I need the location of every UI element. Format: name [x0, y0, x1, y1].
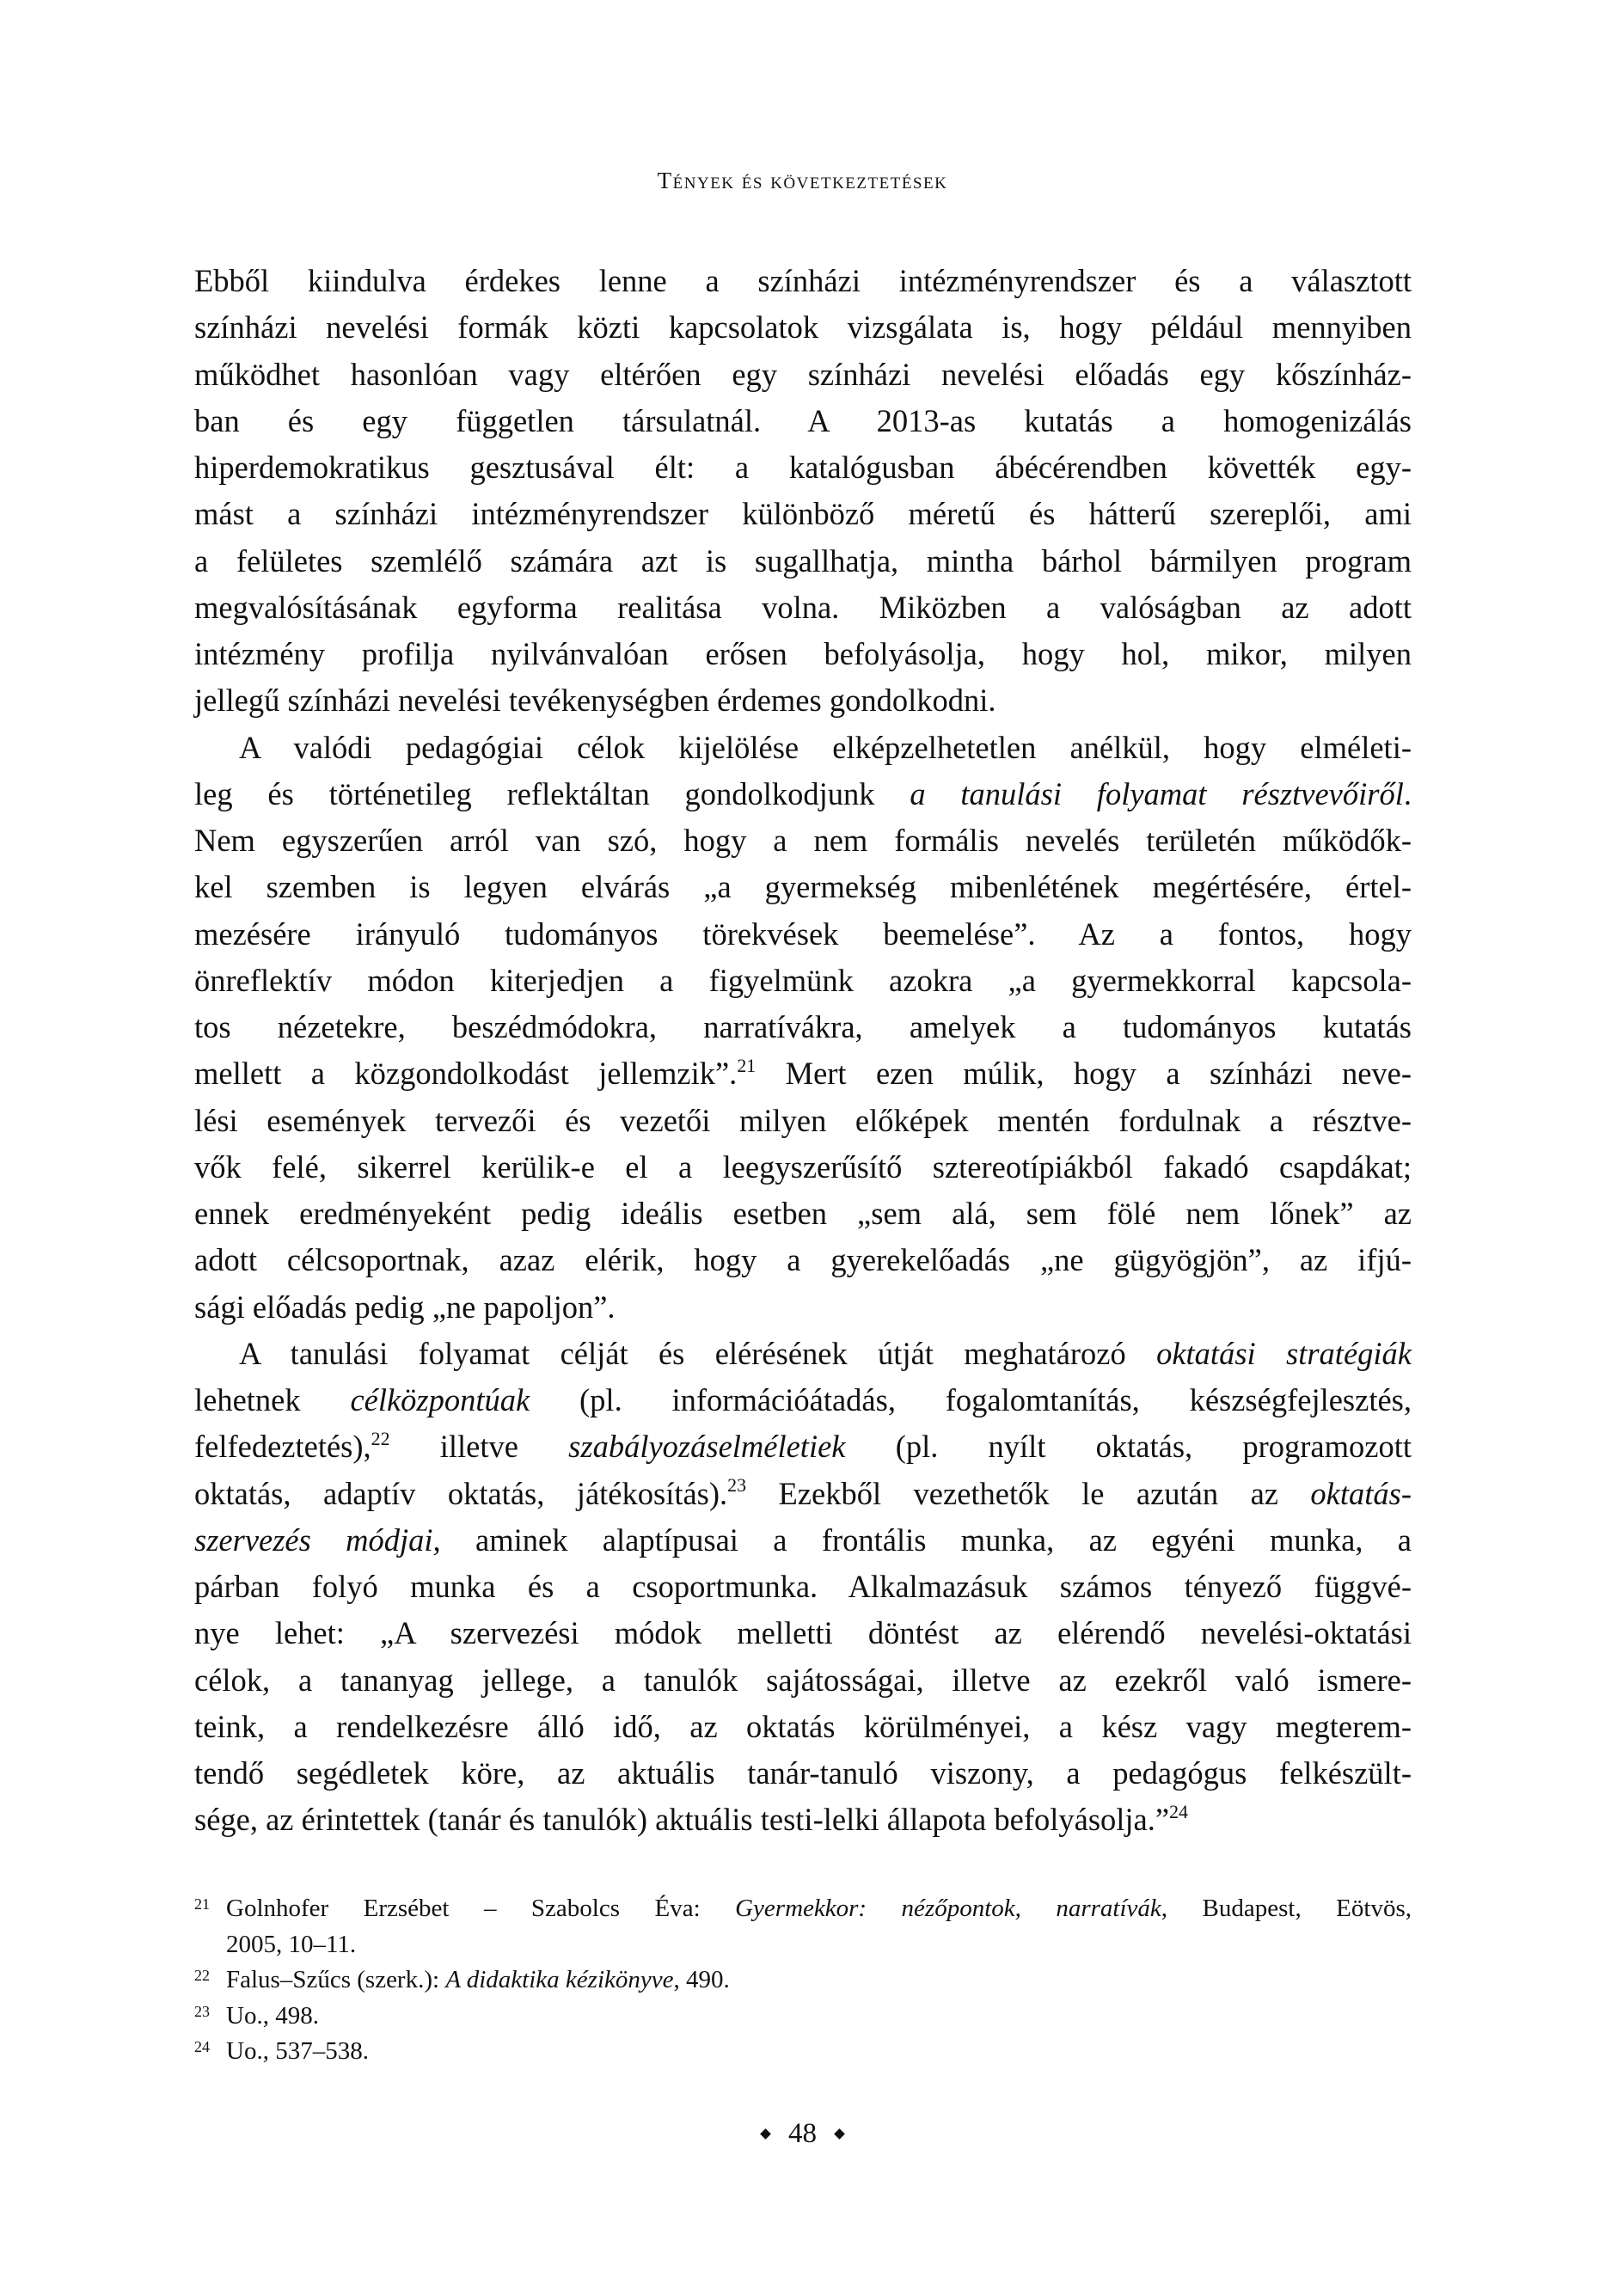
- footnote-number: 23: [194, 2002, 210, 2020]
- text-line: [194, 1004, 1412, 1050]
- text-run: (pl. információátadás, fogalomtanítás, készségfejlesztés,: [530, 1382, 1412, 1417]
- footnote-line: [226, 1962, 1412, 1999]
- text-run: lehetnek: [194, 1382, 351, 1417]
- text-run: ennek eredményeként pedig ideális esetben „sem alá, sem fölé nem lőnek” az: [194, 1196, 1412, 1231]
- page-number-block: [0, 2116, 1605, 2151]
- footnote-line: [226, 2034, 1412, 2070]
- italic-text: szervezés módjai,: [194, 1521, 441, 1558]
- text-run: sági előadás pedig „ne papoljon”.: [194, 1289, 616, 1325]
- text-run: A tanulási folyamat célját és elérésének útját meghatározó: [239, 1335, 1157, 1371]
- footnotes: [194, 1891, 1412, 2070]
- text-line: [194, 258, 1412, 304]
- text-run: önreflektív módon kiterjedjen a figyelmünk azokra „a gyermekkorral kapcsola-: [194, 962, 1412, 998]
- text-line: [194, 1564, 1412, 1610]
- text-run: mezésére irányuló tudományos törekvések beemelése”. Az a fontos, hogy: [194, 915, 1412, 952]
- text-line: [194, 352, 1412, 398]
- text-run: mást a színházi intézményrendszer különböző méretű és hátterű szereplői, ami: [194, 496, 1412, 532]
- text-run: adott célcsoportnak, azaz elérik, hogy a gyerekelőadás „ne gügyögjön”, az ifjú-: [194, 1242, 1412, 1278]
- text-line: [194, 1377, 1412, 1424]
- text-run: vők felé, sikerrel kerülik-e el a leegyszerűsítő sztereotípiákból fakadó csapdákat;: [194, 1148, 1412, 1185]
- text-line: [194, 444, 1412, 491]
- text-line: [194, 398, 1412, 444]
- text-run: nye lehet: „A szervezési módok melletti döntést az elérendő nevelési-oktatási: [194, 1615, 1412, 1651]
- italic-text: A didaktika kézikönyve: [445, 1966, 674, 1993]
- footnote-reference[interactable]: 24: [1169, 1801, 1188, 1823]
- text-run: oktatás, adaptív oktatás, játékosítás).: [194, 1475, 728, 1511]
- text-run: mellett a közgondolkodást jellemzik”.: [194, 1056, 738, 1092]
- text-line: [194, 911, 1412, 958]
- text-run: A valódi pedagógiai célok kijelölése elképzelhetetlen anélkül, hogy elméleti-: [239, 729, 1412, 765]
- text-line: [194, 1424, 1412, 1470]
- text-run: párban folyó munka és a csoportmunka. Alkalmazásuk számos tényező függvé-: [194, 1569, 1412, 1604]
- footnote: [194, 1962, 1412, 1999]
- text-line: [194, 1331, 1412, 1377]
- text-run: jellegű színházi nevelési tevékenységben érdemes gondolkodni.: [194, 683, 996, 719]
- text-line: [194, 304, 1412, 351]
- text-line: [194, 725, 1412, 771]
- text-line: [194, 1610, 1412, 1656]
- italic-text: oktatás-: [1310, 1475, 1412, 1511]
- text-run: (pl. nyílt oktatás, programozott: [845, 1429, 1412, 1465]
- body-text: [194, 258, 1412, 1844]
- italic-text: a tanulási folyamat résztvevőiről: [910, 775, 1404, 811]
- diamond-ornament-icon: [834, 2128, 845, 2140]
- paragraph: [194, 258, 1412, 725]
- text-run: sége, az érintettek (tanár és tanulók) aktuális testi-lelki állapota befolyásolja.”: [194, 1802, 1170, 1838]
- text-run: Ebből kiindulva érdekes lenne a színházi intézményrendszer és a választott: [194, 263, 1412, 298]
- text-run: Falus–Szűcs (szerk.):: [226, 1966, 446, 1993]
- text-run: célok, a tananyag jellege, a tanulók sajátosságai, illetve az ezekről való ismere-: [194, 1662, 1412, 1698]
- text-line: [194, 1284, 1412, 1331]
- footnote-number: 21: [194, 1895, 210, 1913]
- text-run: illetve: [389, 1429, 569, 1465]
- footnote-number: 24: [194, 2038, 210, 2055]
- italic-text: Gyermekkor: nézőpontok, narratívák: [735, 1895, 1161, 1922]
- text-line: [194, 1050, 1412, 1097]
- text-line: [194, 1704, 1412, 1750]
- text-run: Ezekből vezethetők le azután az: [746, 1475, 1311, 1511]
- text-run: Uo., 498.: [226, 2001, 319, 2030]
- text-run: felfedeztetés),: [194, 1429, 371, 1465]
- text-run: Uo., 537–538.: [226, 2037, 369, 2065]
- text-run: .: [1403, 775, 1412, 811]
- text-line: [194, 585, 1412, 631]
- text-run: kel szemben is legyen elvárás „a gyermekség mibenlétének megértésére, értel-: [194, 869, 1412, 905]
- text-line: [194, 1471, 1412, 1517]
- text-run: a felületes szemlélő számára azt is sugallhatja, mintha bárhol bármilyen program: [194, 542, 1412, 579]
- text-run: , 490.: [673, 1966, 730, 1993]
- text-run: intézmény profilja nyilvánvalóan erősen befolyásolja, hogy hol, mikor, milyen: [194, 636, 1412, 671]
- text-run: működhet hasonlóan vagy eltérően egy színházi nevelési előadás egy kőszínház-: [194, 356, 1412, 392]
- text-run: Mert ezen múlik, hogy a színházi neve-: [756, 1056, 1412, 1092]
- footnote-reference[interactable]: 21: [737, 1055, 757, 1077]
- text-line: [194, 677, 1412, 724]
- text-line: [194, 491, 1412, 537]
- footnote-reference[interactable]: 22: [371, 1428, 390, 1450]
- text-line: [194, 538, 1412, 585]
- italic-text: célközpontúak: [350, 1382, 530, 1417]
- text-run: , Budapest, Eötvös,: [1161, 1895, 1412, 1922]
- footnote: [194, 2034, 1412, 2070]
- text-line: [194, 1191, 1412, 1237]
- paragraph: [194, 725, 1412, 1331]
- text-run: 2005, 10–11.: [226, 1930, 357, 1958]
- text-line: [194, 1517, 1412, 1564]
- text-run: tendő segédletek köre, az aktuális tanár-tanuló viszony, a pedagógus felkészült-: [194, 1755, 1412, 1791]
- text-run: ban és egy független társulatnál. A 2013-as kutatás a homogenizálás: [194, 402, 1412, 438]
- text-run: hiperdemokratikus gesztusával élt: a katalógusban ábécérendben követték egy-: [194, 450, 1412, 485]
- text-line: [194, 771, 1412, 817]
- text-run: leg és történetileg reflektáltan gondolkodjunk: [194, 775, 910, 811]
- text-run: Golnhofer Erzsébet – Szabolcs Éva:: [226, 1895, 736, 1922]
- text-run: színházi nevelési formák közti kapcsolatok vizsgálata is, hogy például mennyiben: [194, 309, 1412, 346]
- footnote-line: [226, 1999, 1412, 2035]
- text-line: [194, 864, 1412, 910]
- text-line: [194, 1657, 1412, 1704]
- italic-text: szabályozáselméletiek: [568, 1429, 846, 1465]
- diamond-ornament-icon: [760, 2128, 771, 2140]
- footnote-line: [226, 1891, 1412, 1927]
- text-run: tos nézetekre, beszédmódokra, narratívákra, amelyek a tudományos kutatás: [194, 1009, 1412, 1044]
- footnote: [194, 1891, 1412, 1962]
- text-line: [194, 631, 1412, 677]
- footnote-reference[interactable]: 23: [727, 1474, 747, 1497]
- text-run: Nem egyszerűen arról van szó, hogy a nem formális nevelés területén működők-: [194, 823, 1412, 858]
- footnote: [194, 1999, 1412, 2035]
- page-number: 48: [788, 2118, 817, 2149]
- text-line: [194, 1237, 1412, 1283]
- text-run: lési események tervezői és vezetői milyen előképek mentén fordulnak a résztve-: [194, 1102, 1412, 1138]
- text-line: [194, 817, 1412, 864]
- running-head: Tények és következtetések: [657, 168, 948, 193]
- text-run: megvalósításának egyforma realitása volna. Miközben a valóságban az adott: [194, 589, 1412, 625]
- text-line: [194, 1144, 1412, 1191]
- footnote-line: [226, 1927, 1412, 1963]
- text-run: aminek alaptípusai a frontális munka, az egyéni munka, a: [440, 1521, 1412, 1558]
- text-line: [194, 1098, 1412, 1144]
- footnote-number: 22: [194, 1967, 210, 1984]
- text-line: [194, 1750, 1412, 1797]
- text-run: teink, a rendelkezésre álló idő, az oktatás körülményei, a kész vagy megterem-: [194, 1708, 1412, 1744]
- text-line: [194, 1797, 1412, 1843]
- italic-text: oktatási stratégiák: [1156, 1335, 1412, 1371]
- text-line: [194, 958, 1412, 1004]
- paragraph: [194, 1331, 1412, 1844]
